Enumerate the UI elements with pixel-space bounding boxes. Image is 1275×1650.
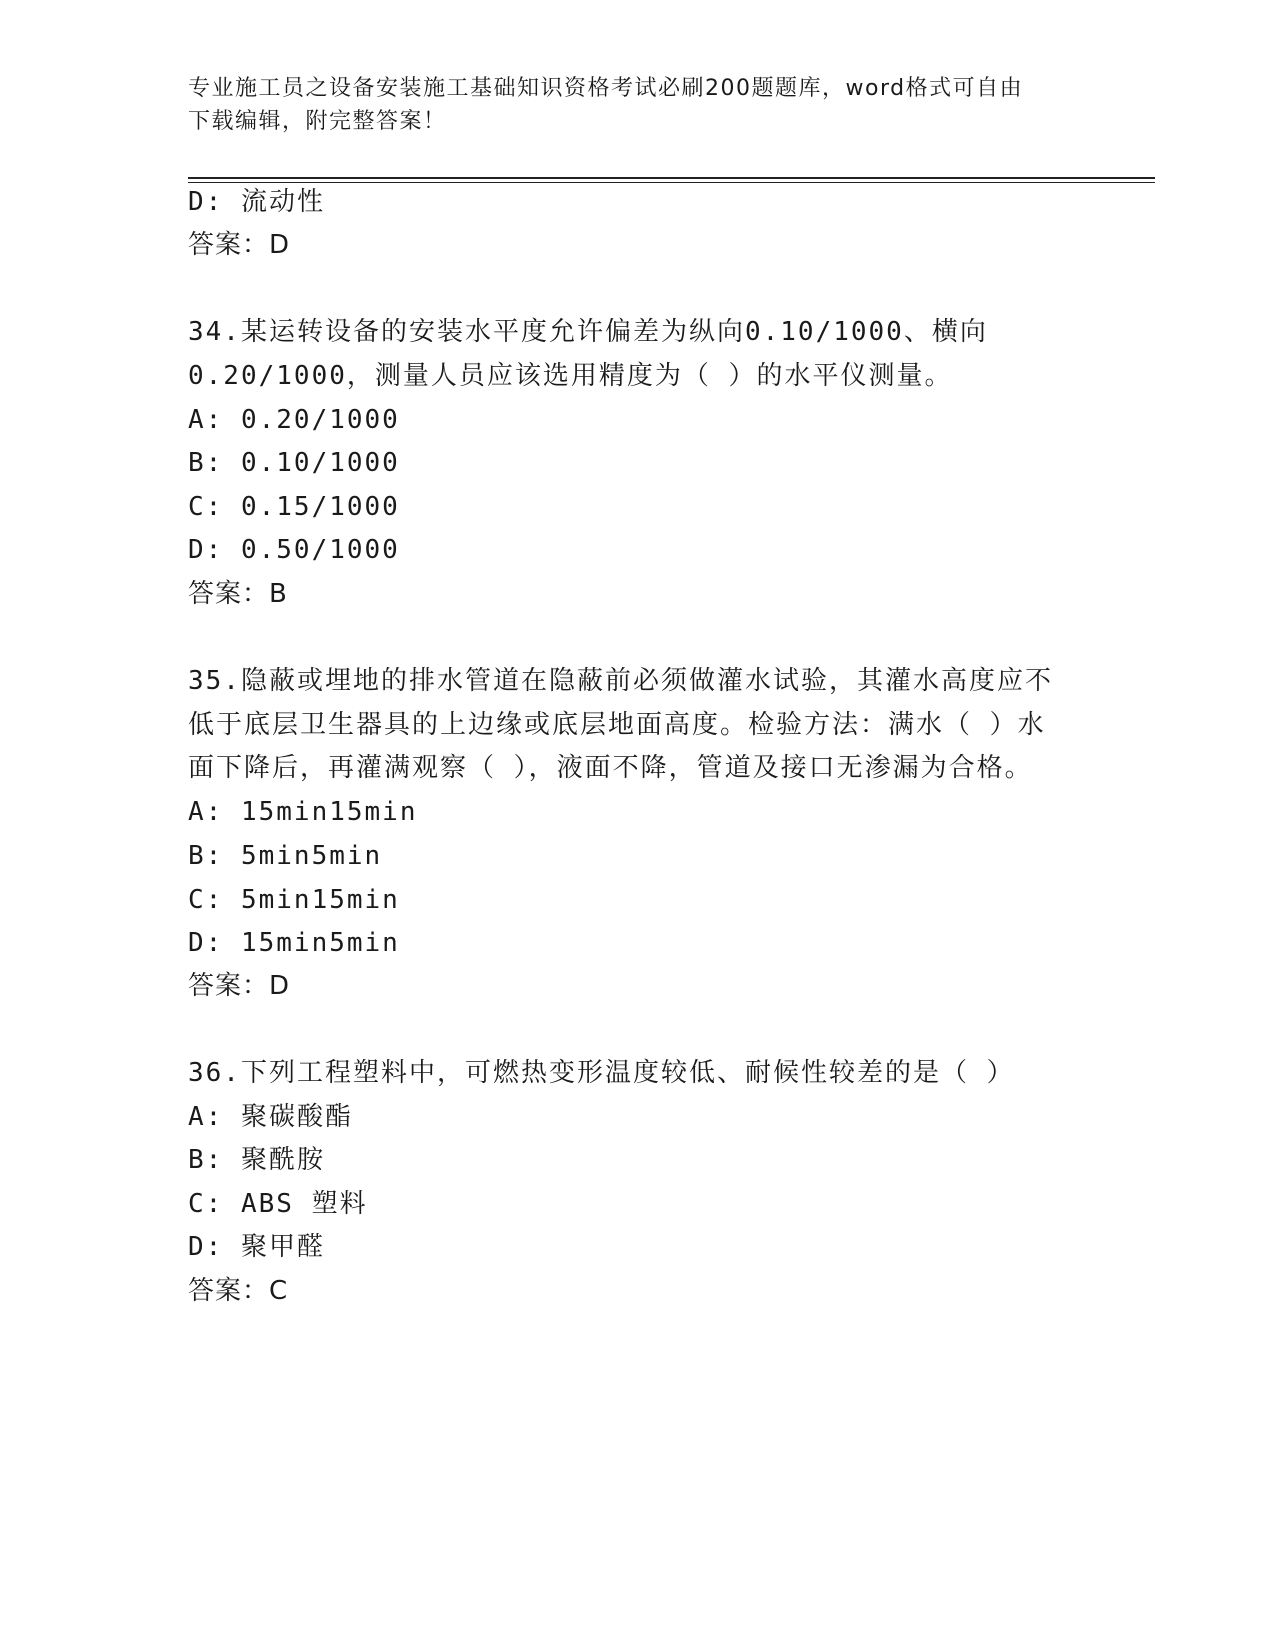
header-line-1: 专业施工员之设备安装施工基础知识资格考试必刷200题题库，word格式可自由: [188, 76, 1024, 101]
q34-option-d: D: 0.50/1000: [188, 535, 400, 565]
q36-option-a: A: 聚碳酸酯: [188, 1102, 353, 1132]
q35-option-d: D: 15min5min: [188, 928, 400, 958]
q34-option-a: A: 0.20/1000: [188, 405, 400, 435]
q34-text-line-2: 0.20/1000，测量人员应该选用精度为（ ）的水平仪测量。: [188, 361, 953, 391]
q36-answer: 答案：C: [188, 1276, 289, 1306]
q34-option-b: B: 0.10/1000: [188, 448, 400, 478]
prev-answer: 答案：D: [188, 230, 291, 260]
q35-option-c: C: 5min15min: [188, 885, 400, 915]
q35-text-line-2: 低于底层卫生器具的上边缘或底层地面高度。检验方法：满水（ ）水: [188, 710, 1046, 740]
prev-option-d: D: 流动性: [188, 187, 325, 217]
q36-option-c: C: ABS 塑料: [188, 1189, 368, 1219]
header-line-2: 下载编辑，附完整答案！: [188, 109, 447, 134]
document-header: [188, 72, 1088, 138]
q35-option-b: B: 5min5min: [188, 841, 383, 871]
q36-option-b: B: 聚酰胺: [188, 1145, 325, 1175]
q35-option-a: A: 15min15min: [188, 797, 418, 827]
q34-option-c: C: 0.15/1000: [188, 492, 400, 522]
q36-text-line-1: 36.下列工程塑料中，可燃热变形温度较低、耐候性较差的是（ ）: [188, 1058, 1015, 1088]
q36-option-d: D: 聚甲醛: [188, 1232, 325, 1262]
q35-text-line-1: 35.隐蔽或埋地的排水管道在隐蔽前必须做灌水试验，其灌水高度应不: [188, 666, 1053, 696]
q34-answer: 答案：B: [188, 579, 288, 609]
q35-text-line-3: 面下降后，再灌满观察（ ），液面不降，管道及接口无渗漏为合格。: [188, 753, 1033, 783]
q35-answer: 答案：D: [188, 971, 291, 1001]
header-divider-thin: [188, 182, 1155, 183]
q34-text-line-1: 34.某运转设备的安装水平度允许偏差为纵向0.10/1000、横向: [188, 317, 988, 347]
header-divider-thick: [188, 177, 1155, 179]
